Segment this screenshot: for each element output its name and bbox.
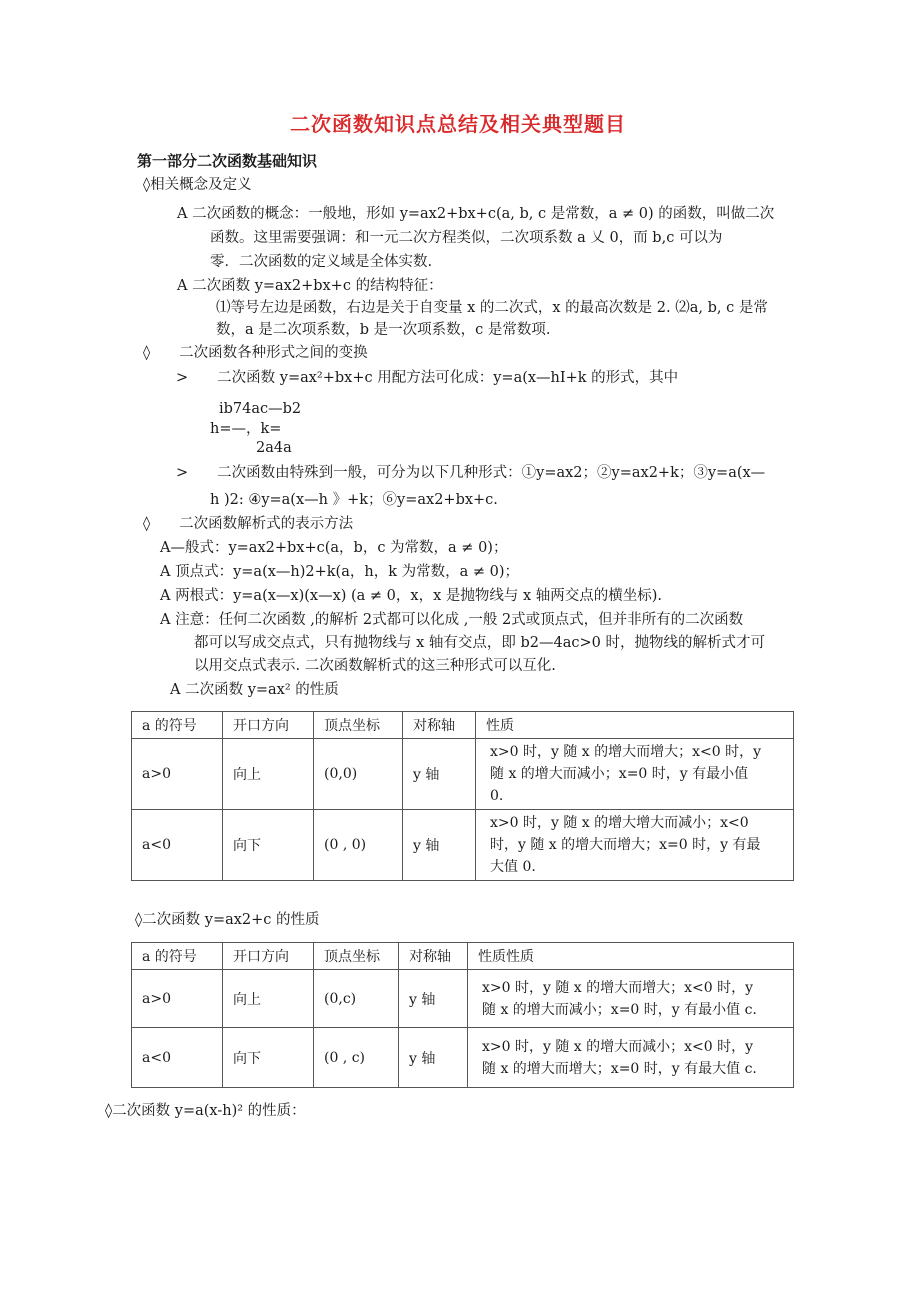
properties-table-2: [131, 942, 794, 1088]
property-line: 随 x 的增大而减小；x=0 时，y 有最小值 c.: [482, 1001, 757, 1018]
axis-cell: y 轴: [403, 739, 476, 810]
vertex-cell: (0,c): [314, 970, 399, 1028]
table2-caption: ◊二次函数 y=ax2+c 的性质: [135, 912, 320, 928]
table-row: [132, 810, 794, 881]
part1-heading: 第一部分二次函数基础知识: [137, 152, 318, 170]
property-cell: [476, 739, 794, 810]
table-row: [132, 1028, 794, 1088]
vertex-form: A 顶点式：y=a(x—h)2+k(a，h，k 为常数，a ≠ 0)；: [160, 564, 519, 580]
sec2-line-1: > 二次函数 y=ax²+bx+c 用配方法可化成：y=a(x—hI+k 的形式，其中: [176, 370, 679, 386]
note-line-3: 以用交点式表示. 二次函数解析式的这三种形式可以互化.: [194, 658, 556, 674]
sec2-heading: ◊ 二次函数各种形式之间的变换: [143, 345, 368, 361]
header-open: 开口方向: [223, 712, 314, 739]
axis-cell: y 轴: [403, 810, 476, 881]
sec1-heading: ◊相关概念及定义: [143, 177, 252, 193]
property-line: x>0 时，y 随 x 的增大增大而减小；x<0: [490, 815, 749, 831]
axis-cell: y 轴: [399, 1028, 468, 1088]
header-vertex: 顶点坐标: [314, 943, 399, 970]
header-open: 开口方向: [223, 943, 314, 970]
page-title: 二次函数知识点总结及相关典型题目: [290, 112, 626, 136]
table-row: [132, 970, 794, 1028]
open-cell: 向下: [223, 810, 314, 881]
structure-line-1: ⑴等号左边是函数，右边是关于自变量 x 的二次式，x 的最高次数是 2. ⑵a, b, c 是常: [216, 300, 768, 316]
note-line-1: A 注意：任何二次函数 ,的解析 2式都可以化成 ,一般 2式或顶点式，但并非所有的二次函数: [160, 612, 744, 628]
open-cell: 向上: [223, 739, 314, 810]
property-cell: [468, 970, 794, 1028]
formula-numerator: ib74ac—b2: [219, 401, 302, 417]
property-line: 大值 0.: [490, 859, 536, 875]
sign-cell: a>0: [132, 970, 223, 1028]
sign-cell: a>0: [132, 739, 223, 810]
header-vertex: 顶点坐标: [314, 712, 403, 739]
sign-cell: a<0: [132, 1028, 223, 1088]
property-cell: [476, 810, 794, 881]
header-sign: a 的符号: [132, 943, 223, 970]
vertex-cell: (0 , 0): [314, 810, 403, 881]
table1-caption: A 二次函数 y=ax² 的性质: [170, 682, 339, 698]
header-property: 性质性质: [468, 943, 794, 970]
header-property: 性质: [476, 712, 794, 739]
property-line: 时，y 随 x 的增大而增大；x=0 时，y 有最: [490, 837, 761, 853]
property-line: x>0 时，y 随 x 的增大而增大；x<0 时，y: [482, 979, 754, 996]
property-cell: [468, 1028, 794, 1088]
table-row: [132, 739, 794, 810]
formula-mid: h=—，k=: [210, 421, 282, 437]
roots-form: A 两根式：y=a(x—x)(x—x) (a ≠ 0，x，x 是抛物线与 x 轴两交点的横坐标).: [160, 588, 663, 604]
header-axis: 对称轴: [399, 943, 468, 970]
structure-heading: A 二次函数 y=ax2+bx+c 的结构特征：: [177, 278, 443, 294]
note-line-2: 都可以写成交点式，只有抛物线与 x 轴有交点，即 b2—4ac>0 时，抛物线的解析式才可: [194, 635, 765, 651]
concept-line-2: 函数。这里需要强调：和一元二次方程类似，二次项系数 a 乂 0，而 b,c 可以为: [210, 230, 723, 246]
properties-table-1: [131, 711, 794, 881]
sec3-heading: ◊ 二次函数解析式的表示方法: [143, 516, 354, 532]
sec2-line-2a: > 二次函数由特殊到一般，可分为以下几种形式：①y=ax2；②y=ax2+k；③y=a(x—: [176, 465, 766, 481]
property-line: x>0 时，y 随 x 的增大而增大；x<0 时，y: [490, 744, 762, 760]
property-line: 随 x 的增大而增大；x=0 时，y 有最大值 c.: [482, 1060, 757, 1077]
sec2-line-2b: h )2: ④y=a(x—h 》+k；⑥y=ax2+bx+c.: [210, 492, 498, 508]
concept-line-1: A 二次函数的概念：一般地，形如 y=ax2+bx+c(a, b, c 是常数，a ≠ 0) 的函数，叫做二次: [177, 206, 775, 222]
header-axis: 对称轴: [403, 712, 476, 739]
structure-line-2: 数，a 是二次项系数，b 是一次项系数，c 是常数项.: [216, 322, 551, 338]
vertex-cell: (0 , c): [314, 1028, 399, 1088]
open-cell: 向上: [223, 970, 314, 1028]
open-cell: 向下: [223, 1028, 314, 1088]
final-heading: ◊二次函数 y=a(x-h)² 的性质：: [105, 1103, 306, 1119]
vertex-cell: (0,0): [314, 739, 403, 810]
property-line: 0.: [490, 788, 504, 804]
formula-denominator: 2a4a: [256, 440, 292, 456]
header-sign: a 的符号: [132, 712, 223, 739]
general-form: A—般式：y=ax2+bx+c(a，b，c 为常数，a ≠ 0)；: [160, 540, 508, 556]
axis-cell: y 轴: [399, 970, 468, 1028]
sign-cell: a<0: [132, 810, 223, 881]
property-line: x>0 时，y 随 x 的增大而减小；x<0 时，y: [482, 1038, 754, 1055]
concept-line-3: 零．二次函数的定义域是全体实数.: [210, 254, 433, 270]
property-line: 随 x 的增大而减小；x=0 时，y 有最小值: [490, 766, 749, 782]
